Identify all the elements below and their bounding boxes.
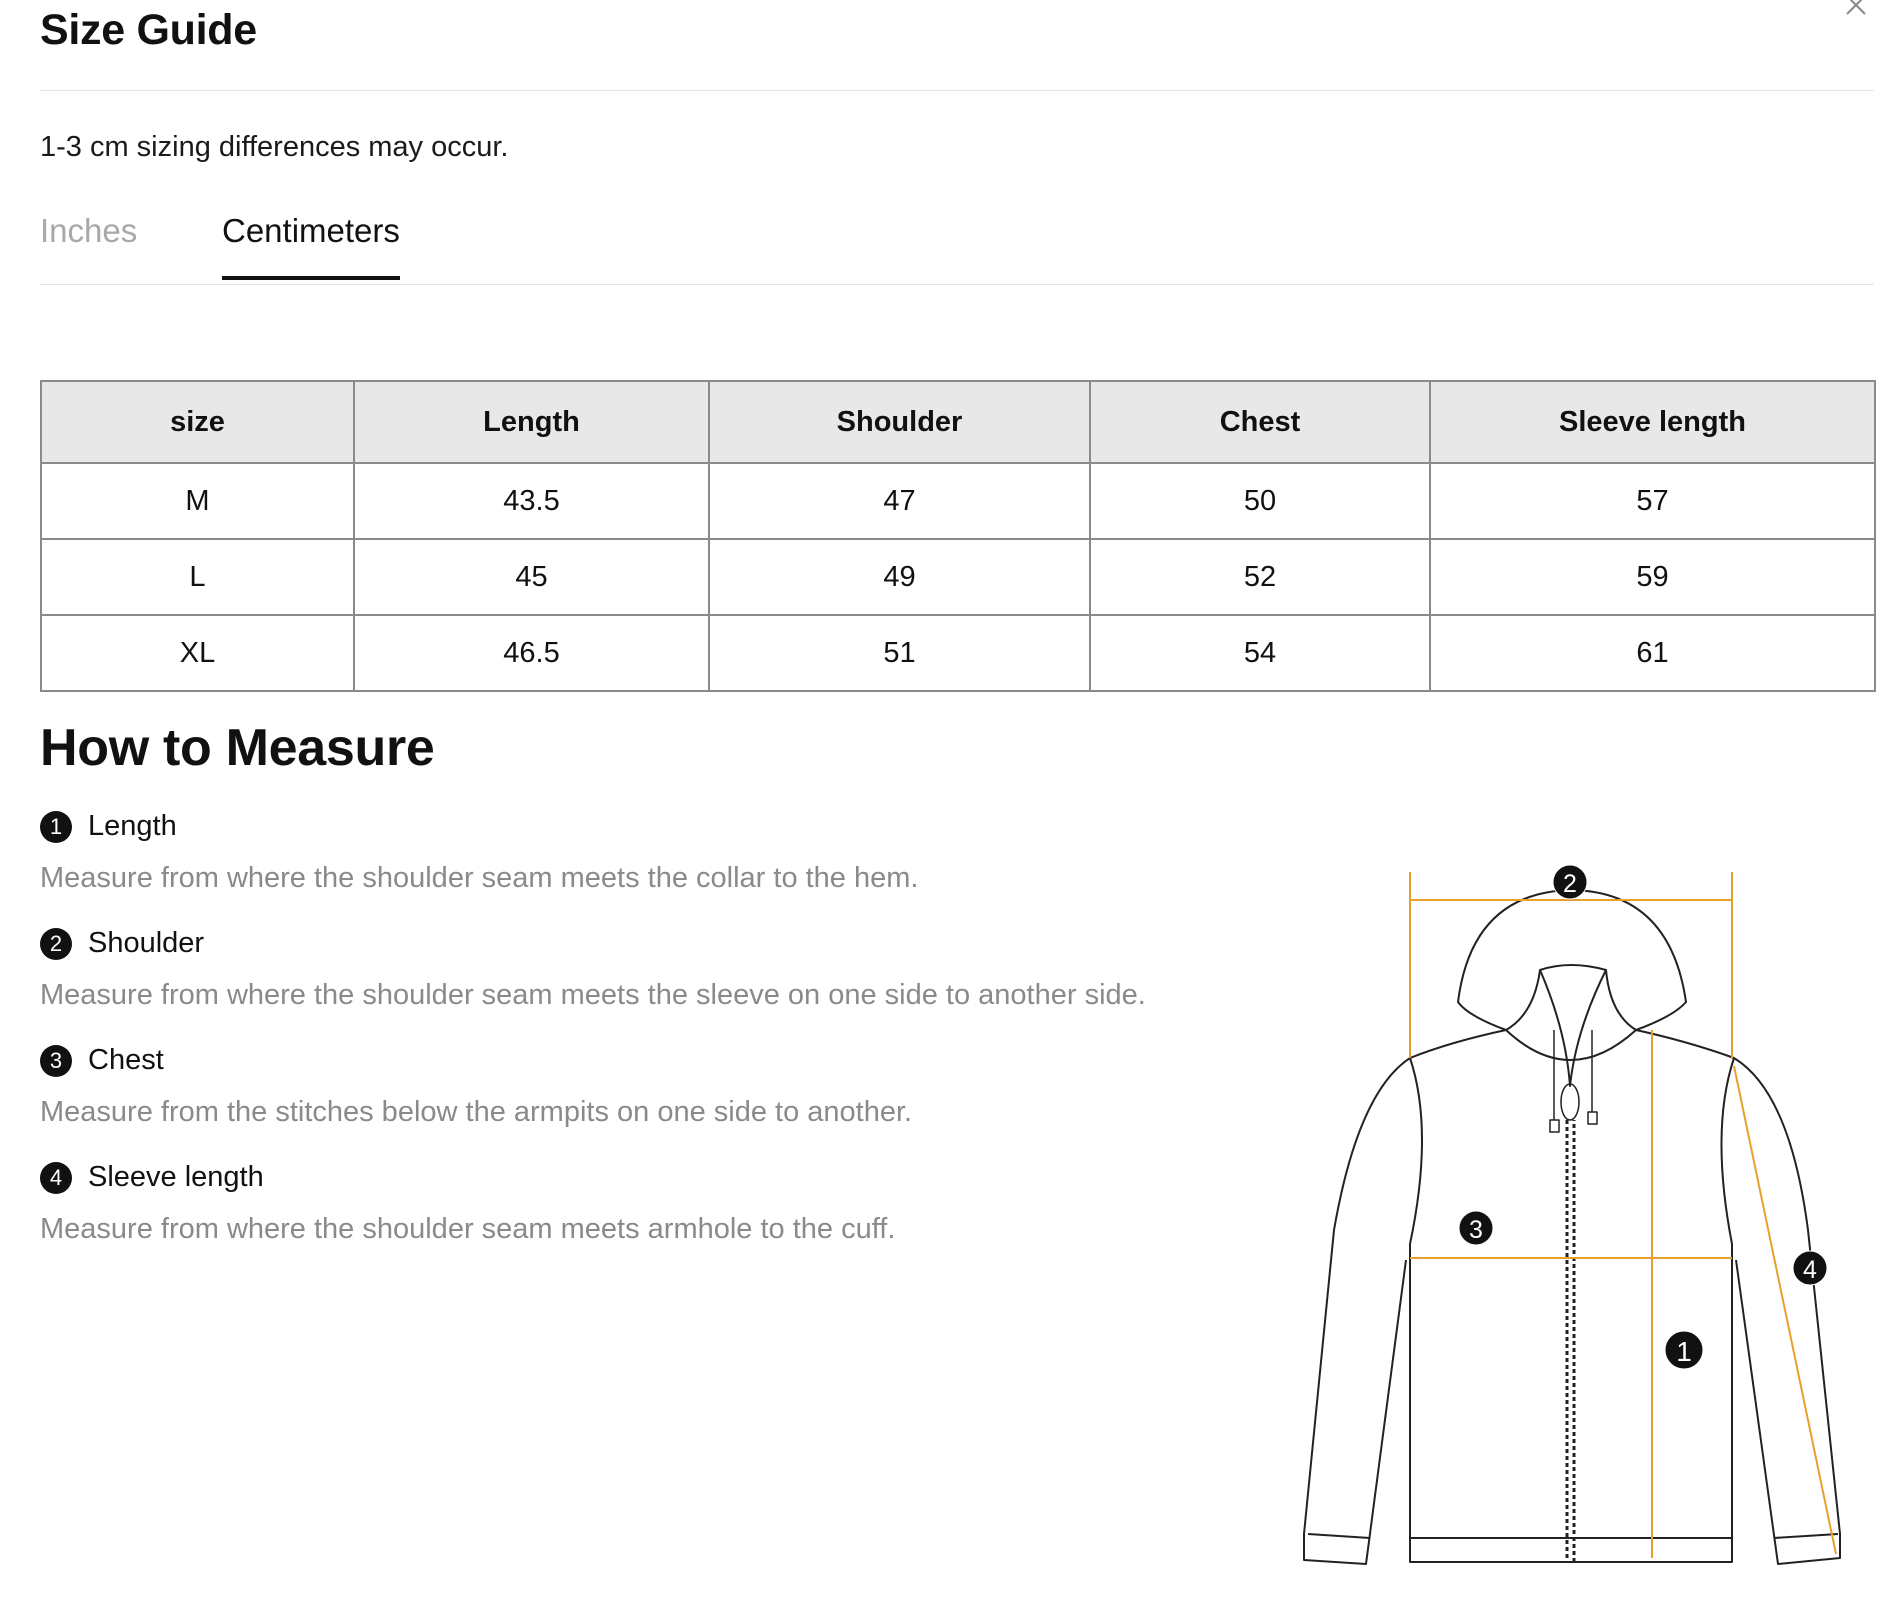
hoodie-right-sleeve [1734, 1058, 1840, 1564]
table-cell: M [41, 463, 354, 539]
number-badge: 2 [40, 928, 72, 960]
hoodie-left-sleeve [1304, 1058, 1410, 1564]
table-header-cell: Length [354, 381, 709, 463]
table-cell: 47 [709, 463, 1090, 539]
table-header-row [41, 381, 1875, 463]
table-cell: 51 [709, 615, 1090, 691]
hoodie-collar-outline [1506, 1030, 1636, 1060]
header-divider [40, 90, 1874, 91]
measure-label: Shoulder [88, 927, 205, 959]
number-badge: 1 [40, 811, 72, 843]
hoodie-measurement-diagram [1270, 830, 1870, 1590]
measure-list [40, 810, 1240, 1278]
table-cell: 61 [1430, 615, 1875, 691]
marker-chest [1459, 1211, 1493, 1245]
table-cell: 43.5 [354, 463, 709, 539]
measure-description: Measure from the stitches below the armpits on one side to another. [40, 1096, 913, 1128]
measure-label: Chest [88, 1044, 164, 1076]
sizing-note: 1-3 cm sizing differences may occur. [40, 131, 509, 163]
table-header-cell: Shoulder [709, 381, 1090, 463]
number-badge: 4 [40, 1162, 72, 1194]
measure-item-sleeve-length [40, 1161, 1240, 1278]
table-header-cell: size [41, 381, 354, 463]
measure-label: Length [88, 810, 177, 842]
table-cell: 50 [1090, 463, 1430, 539]
marker-sleeve-length [1793, 1251, 1827, 1285]
how-to-measure-title: How to Measure [40, 719, 435, 777]
unit-tabs [40, 202, 1874, 285]
modal-title: Size Guide [40, 6, 257, 54]
marker-length [1665, 1331, 1703, 1369]
marker-shoulder [1553, 865, 1587, 899]
measure-item-chest [40, 1044, 1240, 1161]
table-cell: 52 [1090, 539, 1430, 615]
number-badge: 3 [40, 1045, 72, 1077]
hoodie-hood-outline [1458, 890, 1686, 1030]
table-cell: L [41, 539, 354, 615]
hoodie-shoulder-left [1410, 1030, 1506, 1058]
table-row [41, 539, 1875, 615]
measure-description: Measure from where the shoulder seam meets the collar to the hem. [40, 862, 919, 894]
tab-centimeters[interactable]: Centimeters [222, 212, 400, 280]
table-cell: 46.5 [354, 615, 709, 691]
marker-label: 4 [1803, 1256, 1817, 1284]
marker-label: 3 [1469, 1216, 1483, 1244]
table-cell: XL [41, 615, 354, 691]
table-row [41, 463, 1875, 539]
hoodie-shoulder-right [1636, 1030, 1734, 1058]
table-cell: 59 [1430, 539, 1875, 615]
close-icon[interactable] [1843, 0, 1869, 18]
table-header-cell: Sleeve length [1430, 381, 1875, 463]
measure-item-length [40, 810, 1240, 927]
table-cell: 57 [1430, 463, 1875, 539]
size-table [40, 380, 1876, 692]
measure-description: Measure from where the shoulder seam meets armhole to the cuff. [40, 1213, 896, 1245]
table-cell: 54 [1090, 615, 1430, 691]
table-header-cell: Chest [1090, 381, 1430, 463]
sleeve-measure-line [1734, 1066, 1836, 1554]
measure-description: Measure from where the shoulder seam meets the sleeve on one side to another side. [40, 979, 1146, 1011]
table-row [41, 615, 1875, 691]
measure-item-shoulder [40, 927, 1240, 1044]
table-cell: 45 [354, 539, 709, 615]
marker-label: 1 [1676, 1336, 1692, 1367]
measure-label: Sleeve length [88, 1161, 264, 1193]
table-cell: 49 [709, 539, 1090, 615]
hoodie-body-outline [1410, 1058, 1734, 1562]
tab-inches[interactable]: Inches [40, 212, 138, 249]
marker-label: 2 [1563, 870, 1577, 898]
